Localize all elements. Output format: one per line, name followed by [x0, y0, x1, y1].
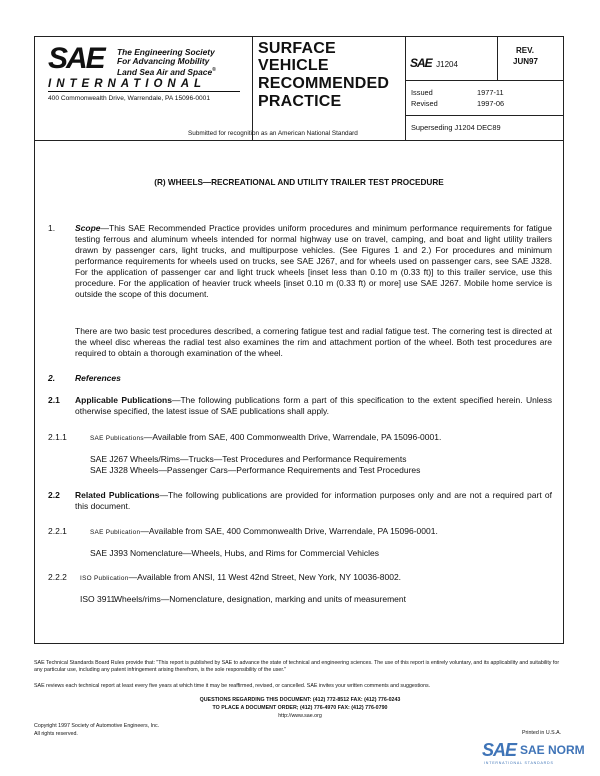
doc-type-line-1: SURFACE — [258, 40, 336, 57]
header-divider-3 — [497, 36, 498, 80]
rev-label: REV. — [516, 46, 534, 55]
section-1-para-2: There are two basic test procedures described, a cornering fatigue test and radial fatigue test. The cornering test is directed at the wheel disc whereas the radial test also examines the rim and attachment portion of the wheel. Both test procedures are required to obtain a thorough examination of the wheel. — [75, 326, 552, 358]
ref-iso-3911-code: ISO 3911 — [80, 594, 116, 604]
section-2-2-1-number: 2.2.1 — [48, 526, 67, 536]
society-line-3: Land Sea Air and Space® — [117, 66, 216, 77]
ref-sae-j267-code: SAE J267 — [90, 454, 128, 464]
rev-value: JUN97 — [513, 57, 538, 66]
watermark-logo: SAE — [482, 740, 517, 760]
section-2-number: 2. — [48, 373, 56, 383]
section-2-1-1-text: SAE Publications—Available from SAE, 400 Commonwealth Drive, Warrendale, PA 15096-0001. — [90, 432, 442, 442]
header-divider-2 — [405, 36, 406, 140]
revised-value: 1997-06 — [477, 99, 505, 108]
section-1-number: 1. — [48, 223, 56, 233]
header-rule-1 — [405, 80, 564, 81]
section-2-2-2-text: ISO Publication—Available from ANSI, 11 West 42nd Street, New York, NY 10036-8002. — [80, 572, 402, 582]
footer-questions: QUESTIONS REGARDING THIS DOCUMENT: (412) 772-8512 FAX: (412) 776-0243 — [199, 697, 401, 703]
doc-number-box — [410, 54, 458, 72]
society-line-1: The Engineering Society — [117, 47, 215, 57]
document-title: (R) WHEELS—RECREATIONAL AND UTILITY TRAILER TEST PROCEDURE — [154, 178, 444, 187]
issued-value: 1977-11 — [477, 88, 504, 97]
ref-iso-3911-desc: Wheels/rims—Nomenclature, designation, marking and units of measurement — [114, 594, 406, 604]
logo-underline — [48, 91, 240, 92]
header-rule-3 — [34, 140, 564, 141]
footer-printed: Printed in U.S.A. — [522, 730, 562, 736]
section-1-scope: Scope—This SAE Recommended Practice provides uniform procedures and minimum performance requirements for fatigue testing ferrous and aluminum wheels intended for normal highway use on travel, camping, and boat and light utility trailers drawn by passenger cars, light trucks, and multipurpose vehicles. (See Figures 1 and 2.) For procedures and minimum performance requirements for wheels used on trucks, see SAE J267, and for wheels used on passenger cars, see SAE J328. For the application of passenger car and light truck wheels [inset less than 0.10 m (0.33 ft)] to this trailer service, use this procedure. For the application of heavier truck wheels [inset 0.10 m (0.33 ft) or more] use SAE J267. Mobile home service is outside the scope of this document. — [75, 223, 552, 299]
ref-sae-j393-desc: Nomenclature—Wheels, Hubs, and Rims for Commercial Vehicles — [130, 548, 379, 558]
header-divider-1 — [252, 36, 253, 140]
footer-copyright: Copyright 1997 Society of Automotive Engineers, Inc. — [34, 723, 160, 729]
doc-number: J1204 — [436, 60, 458, 69]
superseding: Superseding J1204 DEC89 — [411, 123, 501, 132]
doc-type-line-3: RECOMMENDED — [258, 75, 390, 92]
doc-type-line-4: PRACTICE — [258, 93, 342, 110]
submitted-note: Submitted for recognition as an American National Standard — [188, 130, 358, 137]
ref-sae-j393-code: SAE J393 — [90, 548, 128, 558]
sae-norm-watermark — [482, 740, 592, 770]
ref-sae-j328-desc: Wheels—Passenger Cars—Performance Requirements and Test Procedures — [130, 465, 421, 475]
international-wordmark: INTERNATIONAL — [48, 78, 207, 90]
section-2-1-1-number: 2.1.1 — [48, 432, 67, 442]
watermark-sub: INTERNATIONAL STANDARDS — [484, 761, 554, 765]
section-2-2-1-text: SAE Publication—Available from SAE, 400 Commonwealth Drive, Warrendale, PA 15096-0001. — [90, 526, 438, 536]
footer-review-notice: SAE reviews each technical report at least every five years at which time it may be reaffirmed, revised, or cancelled. SAE invites your written comments and suggestions. — [34, 683, 431, 689]
section-2-2-number: 2.2 — [48, 490, 60, 500]
footer-order: TO PLACE A DOCUMENT ORDER; (412) 776-4970 FAX: (412) 776-0790 — [212, 705, 388, 711]
section-2-heading: References — [75, 373, 121, 383]
section-2-1-number: 2.1 — [48, 395, 60, 405]
issued-label: Issued — [411, 88, 433, 97]
watermark-text: SAE NORM — [520, 743, 585, 757]
sae-address: 400 Commonwealth Drive, Warrendale, PA 15096-0001 — [48, 95, 210, 102]
doc-sae-logo: SAE — [410, 56, 432, 70]
header-rule-2 — [405, 115, 564, 116]
revised-label: Revised — [411, 99, 438, 108]
ref-sae-j267-desc: Wheels/Rims—Trucks—Test Procedures and Performance Requirements — [130, 454, 407, 464]
section-2-1-text: Applicable Publications—The following publications form a part of this specification to the extent specified herein. Unless otherwise specified, the latest issue of SAE publications shall apply. — [75, 395, 553, 416]
footer-url[interactable]: http://www.sae.org — [278, 713, 322, 719]
footer-rights: All rights reserved. — [34, 731, 78, 737]
society-line-2: For Advancing Mobility — [117, 56, 210, 66]
section-2-2-text: Related Publications—The following publications are provided for information purposes only and are not a required part of this document. — [75, 490, 552, 511]
footer-rules-notice: SAE Technical Standards Board Rules provide that: "This report is published by SAE to advance the state of technical and engineering sciences. The use of this report is entirely voluntary, and its applicability and suitability for any particular use, including any patent infringement arising therefrom, is the sole responsibility of the user." — [34, 660, 560, 673]
ref-sae-j328-code: SAE J328 — [90, 465, 128, 475]
sae-logo: SAE — [48, 42, 104, 75]
doc-type-line-2: VEHICLE — [258, 57, 329, 74]
section-2-2-2-number: 2.2.2 — [48, 572, 67, 582]
